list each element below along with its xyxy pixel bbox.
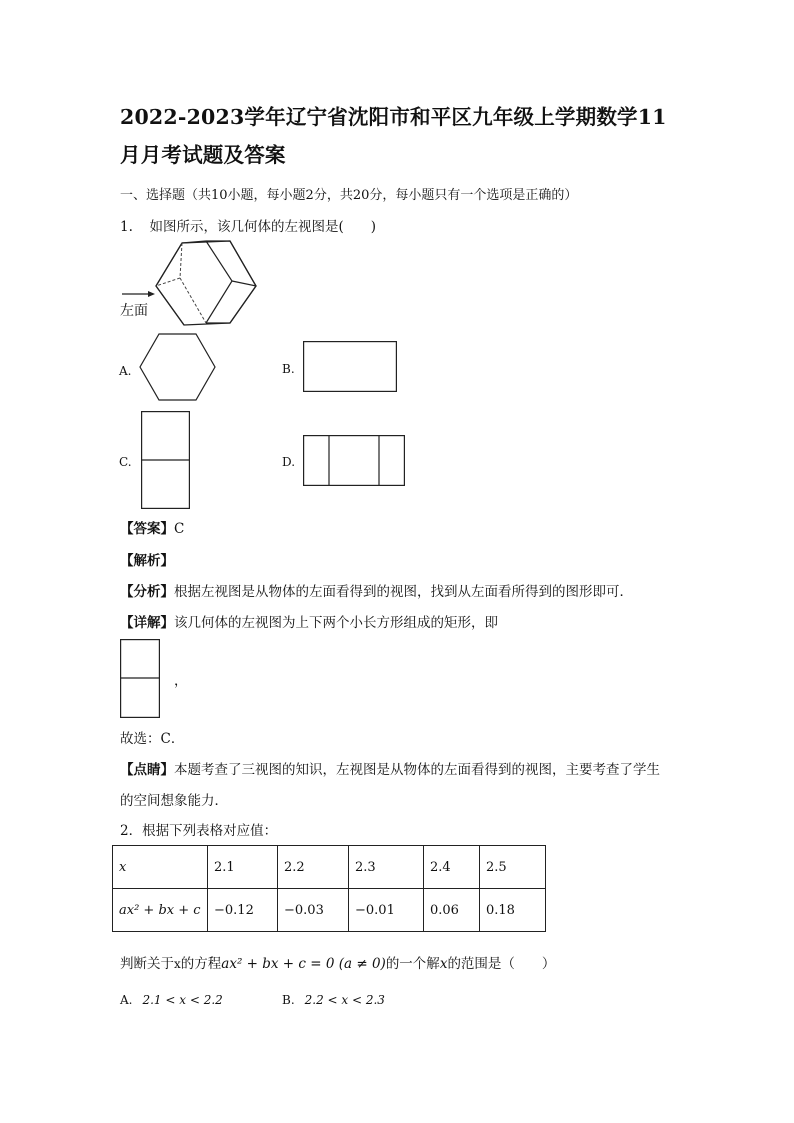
q1-option-b-rectangle: [303, 341, 397, 392]
q1-option-a-letter: A.: [119, 364, 132, 378]
q1-option-d-letter: D.: [282, 455, 296, 469]
table-cell: −0.03: [278, 889, 349, 932]
q1-comment-line2: 的空间想象能力．: [120, 793, 228, 809]
q1-left-face-label: 左面: [120, 303, 148, 319]
q2-question-mid: 的方程: [180, 956, 222, 972]
table-cell: −0.01: [349, 889, 424, 932]
table-cell: 2.1: [208, 846, 278, 889]
q1-fenxi-tag: 【分析】: [120, 584, 174, 600]
q2-option-a-letter: A.: [120, 993, 133, 1007]
q1-stem: [120, 218, 376, 236]
q1-detail-text: 该几何体的左视图为上下两个小长方形组成的矩形，即: [174, 615, 498, 631]
q1-detail-tag: 【详解】: [120, 615, 174, 631]
q1-answer-line: [120, 520, 184, 538]
table-cell: ax² + bx + c: [113, 889, 208, 932]
table-row: [113, 846, 546, 889]
table-cell: 0.06: [424, 889, 480, 932]
q1-detail-line: [120, 614, 498, 632]
q2-question: [120, 955, 555, 973]
table-cell: 2.2: [278, 846, 349, 889]
table-cell: 0.18: [480, 889, 546, 932]
q1-fenxi-line: [120, 583, 633, 601]
q1-detail-figure: [120, 639, 160, 718]
q1-choice: 故选：C．: [120, 731, 185, 747]
table-cell: 2.5: [480, 846, 546, 889]
q1-option-a-hexagon: [140, 333, 216, 401]
q2-value-table: [112, 845, 546, 932]
q1-answer-tag: 【答案】: [120, 521, 174, 537]
q1-fenxi-text: 根据左视图是从物体的左面看得到的视图，找到从左面看所得到的图形即可．: [174, 584, 633, 600]
q1-number: 1.: [120, 219, 133, 235]
q1-text: 如图所示，该几何体的左视图是( ): [149, 219, 377, 235]
q1-comment-line1: [120, 761, 660, 779]
q2-question-prefix: 判断关于: [120, 956, 174, 972]
q1-comment-tag: 【点睛】: [120, 762, 174, 778]
q2-question-suffix: 的范围是（ ）: [447, 956, 556, 972]
page-title: 2022-2023学年辽宁省沈阳市和平区九年级上学期数学11月月考试题及答案: [120, 105, 667, 167]
q2-question-var2: x: [439, 956, 448, 972]
q1-answer-value: C: [174, 521, 185, 537]
table-row: [113, 889, 546, 932]
q1-comment-text1: 本题考查了三视图的知识，左视图是从物体的左面看得到的视图，主要考查了学生: [174, 762, 660, 778]
q1-analysis-tag-text: 【解析】: [120, 553, 174, 569]
q1-option-c-letter: C.: [119, 455, 132, 469]
q2-stem: 2．根据下列表格对应值：: [120, 823, 278, 839]
q2-option-a-text: 2.1 < x < 2.2: [142, 993, 223, 1007]
table-cell: −0.12: [208, 889, 278, 932]
q1-option-c-stacked-rectangles: [141, 411, 190, 509]
q2-option-a: [120, 991, 223, 1009]
q1-option-b-letter: B.: [282, 362, 295, 376]
section-header: 一、选择题（共10小题，每小题2分，共20分，每小题只有一个选项是正确的）: [120, 188, 578, 203]
q1-analysis-tag: [120, 552, 174, 570]
q2-option-b-letter: B.: [282, 993, 295, 1007]
q1-detail-comma: ，: [174, 673, 188, 689]
q1-option-d-three-column-rectangle: [303, 435, 405, 486]
q2-equation: ax² + bx + c = 0 (a ≠ 0): [221, 956, 386, 972]
table-cell: x: [113, 846, 208, 889]
q2-question-var: x: [174, 957, 181, 971]
q2-option-b: [282, 991, 385, 1009]
table-cell: 2.4: [424, 846, 480, 889]
q2-option-b-text: 2.2 < x < 2.3: [304, 993, 385, 1007]
table-cell: 2.3: [349, 846, 424, 889]
q2-question-mid2: 的一个解: [385, 956, 440, 972]
